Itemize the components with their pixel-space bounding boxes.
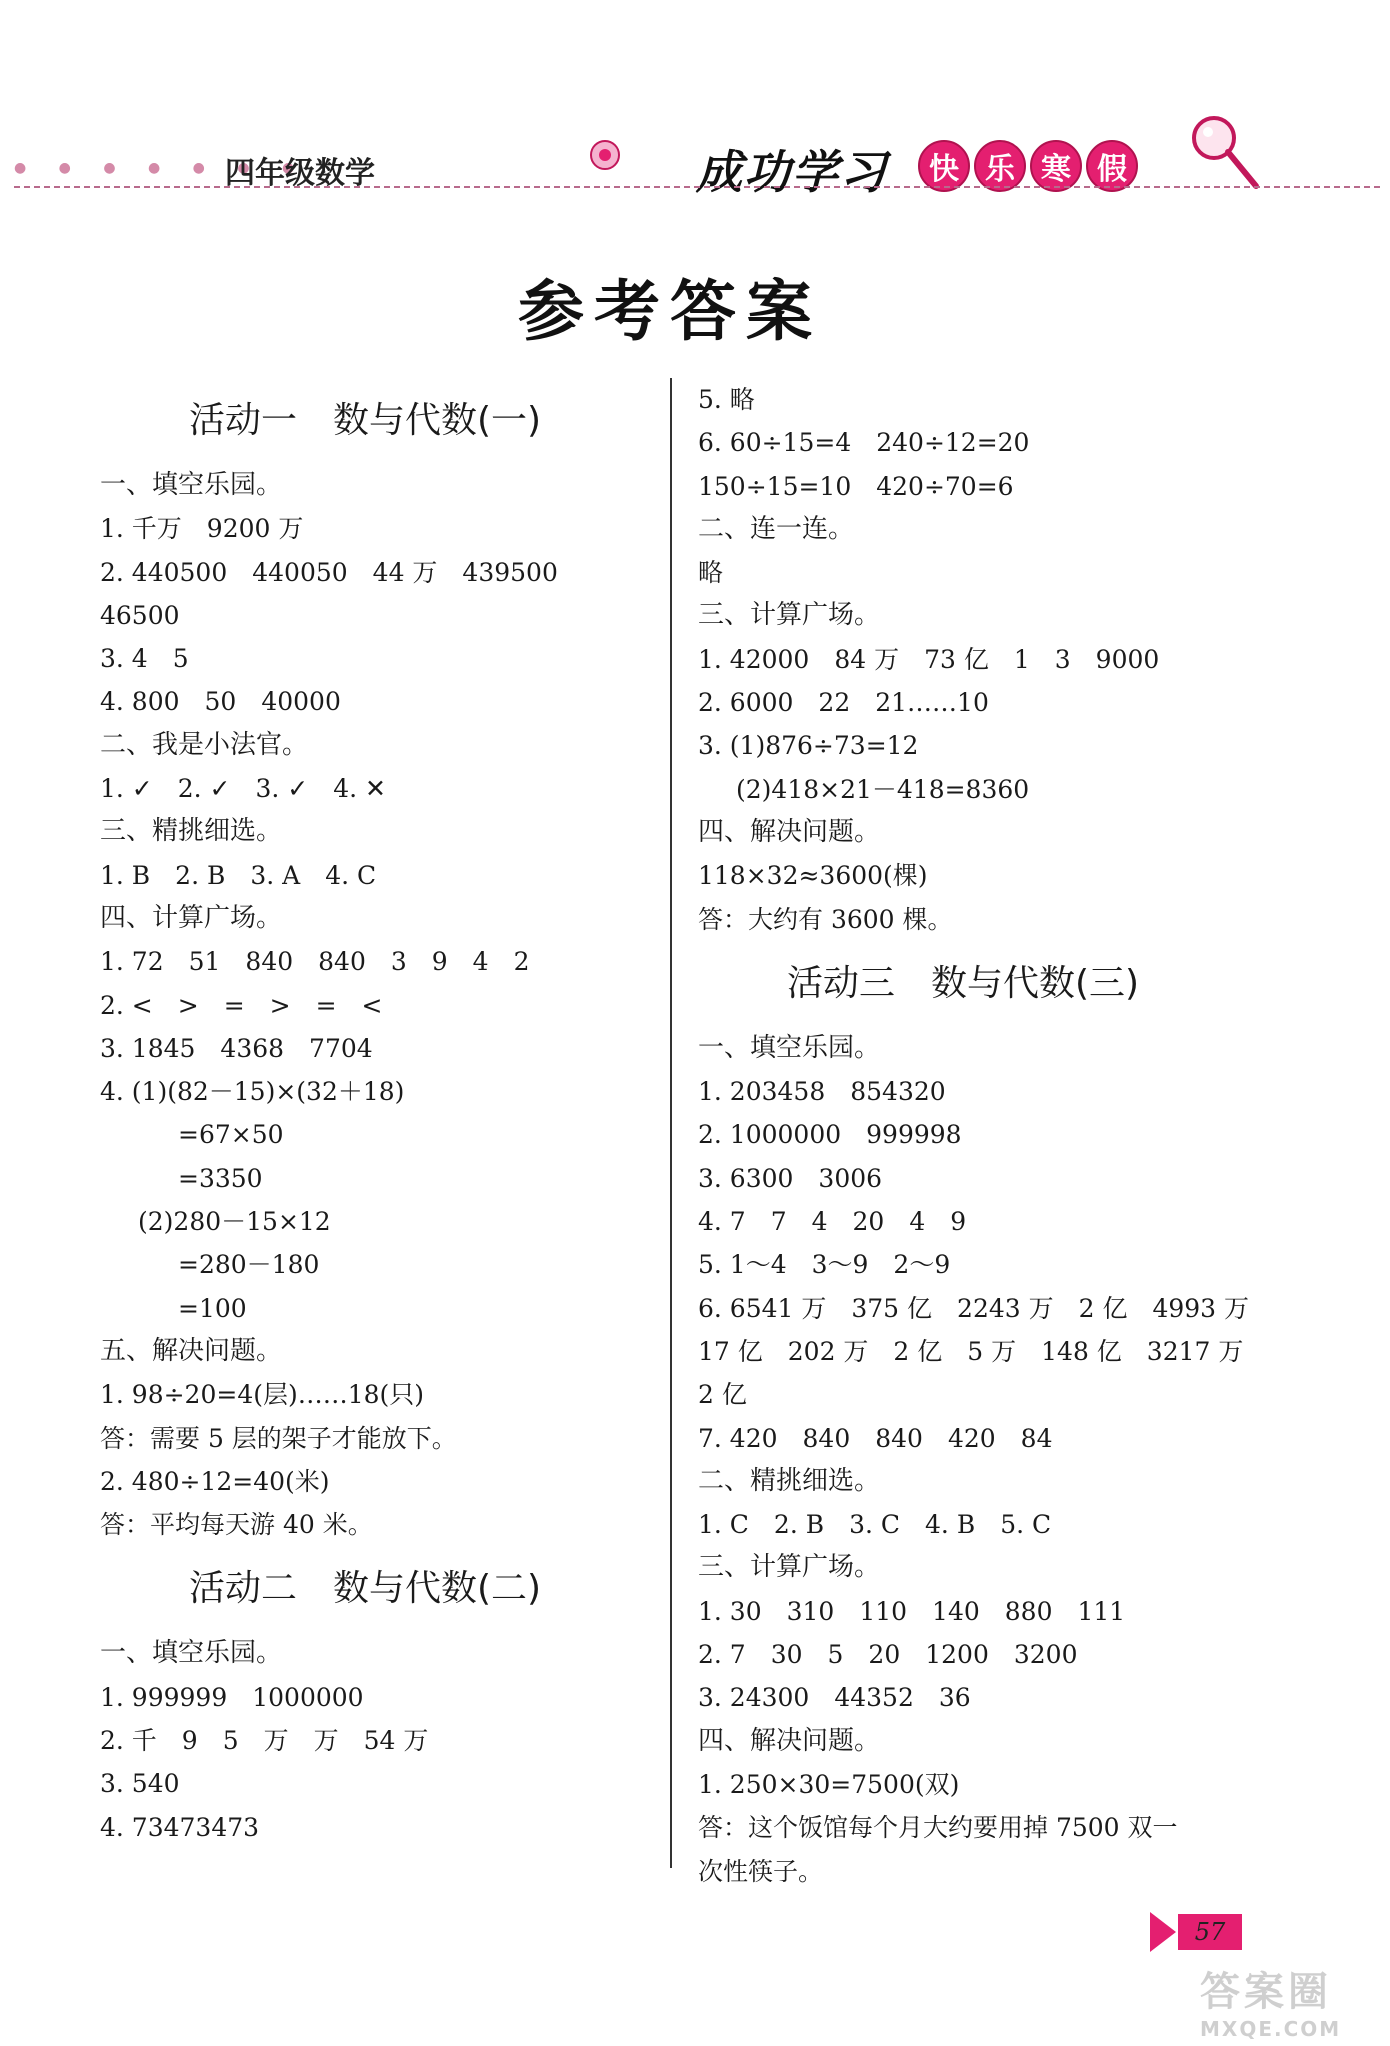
answer-line: 3. (1)876÷73=12 <box>698 731 919 761</box>
section-heading: 一、填空乐园。 <box>100 1638 283 1669</box>
activity-title: 活动二 数与代数(二) <box>188 1568 542 1610</box>
answer-line: =100 <box>178 1293 247 1323</box>
badge-2: 乐 <box>974 140 1026 192</box>
decorative-dots: ● ● ● ● ● ● ● <box>14 160 309 176</box>
answer-line: 3. 6300 3006 <box>698 1163 883 1193</box>
magnifier-mascot-icon <box>1180 108 1270 198</box>
section-heading: 四、解决问题。 <box>698 816 881 847</box>
page-header <box>0 0 1390 200</box>
answer-line: 答：这个饭馆每个月大约要用掉 7500 双一 <box>698 1813 1178 1843</box>
answer-line: 7. 420 840 840 420 84 <box>698 1423 1053 1453</box>
answer-line: 6. 60÷15=4 240÷12=20 <box>698 428 1030 458</box>
answer-line: 2. < > = > = < <box>100 990 383 1020</box>
answer-line: 答：需要 5 层的架子才能放下。 <box>100 1423 457 1453</box>
flower-icon <box>588 138 622 172</box>
answer-line: 6. 6541 万 375 亿 2243 万 2 亿 4993 万 <box>698 1293 1250 1323</box>
answer-line: 次性筷子。 <box>698 1856 824 1886</box>
section-heading: 三、精挑细选。 <box>100 816 283 847</box>
answer-line: 1. B 2. B 3. A 4. C <box>100 860 377 890</box>
answer-line: (2)280－15×12 <box>138 1207 331 1237</box>
answer-line: 3. 24300 44352 36 <box>698 1683 971 1713</box>
page-arrow-icon <box>1150 1912 1176 1952</box>
answer-line: 4. 800 50 40000 <box>100 687 341 717</box>
answer-line: 17 亿 202 万 2 亿 5 万 148 亿 3217 万 <box>698 1336 1244 1366</box>
badge-4: 假 <box>1086 140 1138 192</box>
answer-line: 1. 千万 9200 万 <box>100 514 304 544</box>
answer-line: 1. 250×30=7500(双) <box>698 1769 960 1799</box>
answer-line: 4. 73473473 <box>100 1812 260 1842</box>
page-number-label: 57 <box>1178 1914 1242 1950</box>
section-heading: 四、解决问题。 <box>698 1725 881 1756</box>
answer-line: 3. 4 5 <box>100 644 189 674</box>
watermark-bottom-text: MXQE.COM <box>1200 2017 1342 2041</box>
activity-title: 活动一 数与代数(一) <box>188 400 542 441</box>
answer-line: 1. C 2. B 3. C 4. B 5. C <box>698 1510 1052 1540</box>
watermark <box>1200 1960 1380 2040</box>
section-heading: 三、计算广场。 <box>698 1552 881 1583</box>
answer-line: 118×32≈3600(棵) <box>698 861 928 891</box>
page-number <box>1150 1912 1242 1952</box>
answer-line: 2. 7 30 5 20 1200 3200 <box>698 1640 1078 1670</box>
brand-title: 成功学习 <box>696 145 888 199</box>
answer-line: 150÷15=10 420÷70=6 <box>698 471 1014 501</box>
answer-line: 1. 203458 854320 <box>698 1077 946 1107</box>
column-divider <box>670 378 672 1868</box>
section-heading: 五、解决问题。 <box>100 1335 283 1366</box>
section-heading: 二、我是小法官。 <box>100 729 309 760</box>
answer-line: =280－180 <box>178 1250 320 1280</box>
answer-line: 2. 千 9 5 万 万 54 万 <box>100 1726 429 1756</box>
section-heading: 一、填空乐园。 <box>698 1032 881 1063</box>
answer-line: 1. 72 51 840 840 3 9 4 2 <box>100 947 530 977</box>
answer-line: =67×50 <box>178 1120 284 1150</box>
answer-line: 略 <box>698 558 724 588</box>
section-heading: 二、连一连。 <box>698 513 855 544</box>
badge-3: 寒 <box>1030 140 1082 192</box>
answer-line: 2. 480÷12=40(米) <box>100 1466 330 1496</box>
answer-line: 3. 540 <box>100 1769 180 1799</box>
answer-line: 2. 440500 440050 44 万 439500 <box>100 557 558 587</box>
answer-line: 1. 42000 84 万 73 亿 1 3 9000 <box>698 644 1160 674</box>
answer-line: 3. 1845 4368 7704 <box>100 1033 373 1063</box>
answer-line: 1. 30 310 110 140 880 111 <box>698 1596 1126 1626</box>
answer-line: 5. 1～4 3～9 2～9 <box>698 1250 951 1280</box>
watermark-top-text: 答案圈 <box>1200 1969 1332 2015</box>
header-dashed-line <box>14 186 1380 188</box>
answer-line: 2 亿 <box>698 1380 747 1410</box>
answer-line: 答：大约有 3600 棵。 <box>698 904 953 934</box>
answer-line: 1. 999999 1000000 <box>100 1682 364 1712</box>
section-heading: 一、填空乐园。 <box>100 470 283 500</box>
badge-1: 快 <box>918 140 970 192</box>
answers-left-column <box>100 378 660 1849</box>
answers-right-column <box>698 378 1258 1893</box>
answer-line: 2. 1000000 999998 <box>698 1120 962 1150</box>
answer-line: 4. 7 7 4 20 4 9 <box>698 1207 967 1237</box>
activity-title: 活动三 数与代数(三) <box>786 962 1140 1004</box>
answer-line: 1. 98÷20=4(层)……18(只) <box>100 1380 425 1410</box>
section-heading: 二、精挑细选。 <box>698 1465 881 1496</box>
section-heading: 四、计算广场。 <box>100 902 283 933</box>
answer-line: =3350 <box>178 1163 263 1193</box>
answer-line: 5. 略 <box>698 385 755 414</box>
page-title: 参考答案 <box>518 273 822 350</box>
answer-line: 2. 6000 22 21……10 <box>698 688 989 718</box>
answer-line: 答：平均每天游 40 米。 <box>100 1510 373 1540</box>
section-heading: 三、计算广场。 <box>698 600 881 631</box>
answer-line: 46500 <box>100 600 180 630</box>
answer-line: 1. ✓ 2. ✓ 3. ✓ 4. ✕ <box>100 774 386 804</box>
grade-subject-title: 四年级数学 <box>225 156 375 191</box>
holiday-badges <box>918 140 1142 192</box>
answer-line: 4. (1)(82－15)×(32＋18) <box>100 1077 405 1107</box>
answer-line: (2)418×21－418=8360 <box>736 774 1030 804</box>
